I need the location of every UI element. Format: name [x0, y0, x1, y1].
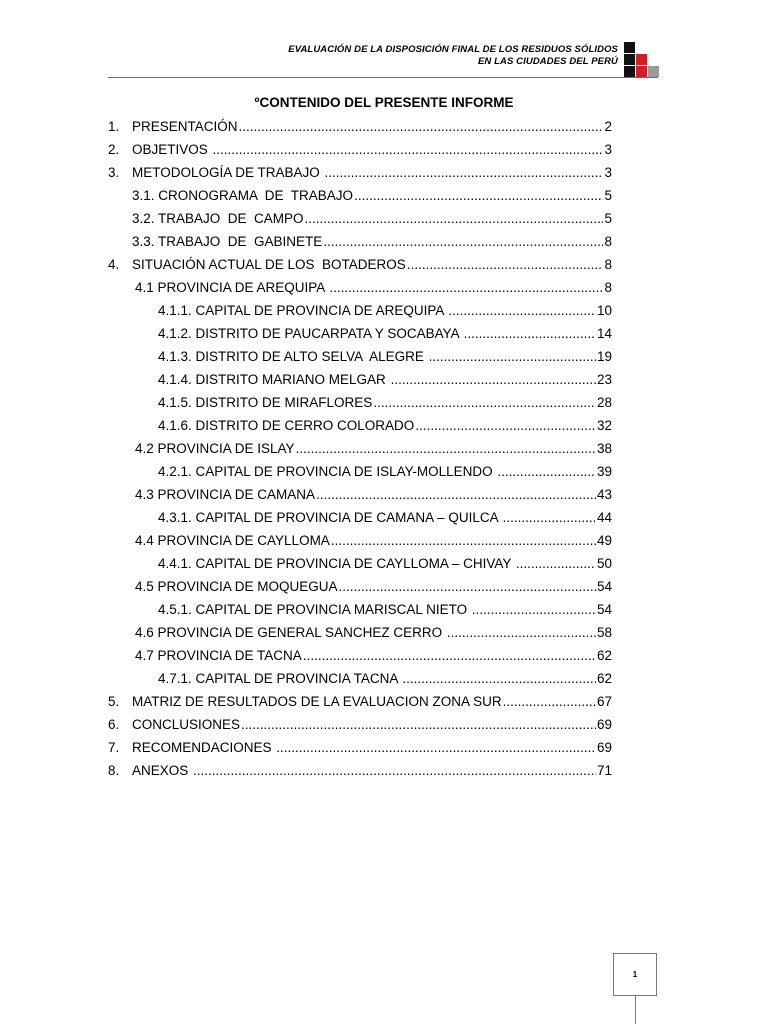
logo-square	[624, 66, 635, 77]
toc-entry	[108, 395, 612, 418]
toc-leader-dots	[329, 280, 603, 295]
toc-entry	[108, 510, 612, 533]
toc-entry-title: 3.2. TRABAJO DE CAMPO	[132, 211, 304, 226]
header-divider	[108, 77, 658, 78]
toc-entry	[108, 418, 612, 441]
toc-entry	[108, 602, 612, 625]
toc-leader-dots	[339, 579, 596, 594]
header-line-2: EN LAS CIUDADES DEL PERÚ	[478, 56, 618, 67]
toc-entry	[108, 211, 612, 234]
toc-leader-dots	[415, 418, 596, 433]
toc-entry	[108, 740, 612, 763]
toc-entry	[108, 464, 612, 487]
header-line-1: EVALUACIÓN DE LA DISPOSICIÓN FINAL DE LOS RESIDUOS SÓLIDOS	[288, 44, 618, 55]
toc-entry-page: 49	[596, 533, 612, 548]
toc-leader-dots	[503, 510, 596, 525]
toc-entry-page: 28	[596, 395, 612, 410]
toc-entry	[108, 303, 612, 326]
toc-entry-title: ANEXOS	[132, 763, 193, 778]
toc-leader-dots	[316, 487, 596, 502]
toc-entry	[108, 671, 612, 694]
toc-entry-page: 38	[596, 441, 612, 456]
toc-entry-title: 4.5 PROVINCIA DE MOQUEGUA	[135, 579, 338, 594]
toc-leader-dots	[323, 234, 603, 249]
toc-leader-dots	[516, 556, 596, 571]
logo-square	[636, 66, 647, 77]
toc-leader-dots	[331, 533, 596, 548]
toc-leader-dots	[472, 602, 596, 617]
toc-entry-page: 39	[596, 464, 612, 479]
toc-entry-page: 69	[596, 717, 612, 732]
toc-entry-page: 2	[604, 119, 612, 134]
logo-square	[636, 54, 647, 65]
toc-entry	[108, 372, 612, 395]
toc-entry-page: 5	[604, 188, 612, 203]
toc-entry	[108, 257, 612, 280]
toc-entry	[108, 763, 612, 786]
toc-entry-number: 3.	[108, 165, 120, 180]
toc-leader-dots	[448, 303, 596, 318]
toc-entry	[108, 717, 612, 740]
toc-leader-dots	[497, 464, 596, 479]
toc-leader-dots	[193, 763, 596, 778]
toc-entry-page: 62	[596, 671, 612, 686]
toc-entry-page: 44	[596, 510, 612, 525]
toc-entry-title: 4.7.1. CAPITAL DE PROVINCIA TACNA	[158, 671, 402, 686]
toc-leader-dots	[303, 648, 596, 663]
toc-entry-title: 4.1.6. DISTRITO DE CERRO COLORADO	[158, 418, 415, 433]
toc-entry-title: 4.4.1. CAPITAL DE PROVINCIA DE CAYLLOMA – CHIVAY	[158, 556, 515, 571]
toc-entry-title: SITUACIÓN ACTUAL DE LOS BOTADEROS	[132, 257, 406, 272]
running-header	[108, 44, 618, 68]
page-number-stem	[635, 996, 636, 1024]
toc-entry-title: 4.2 PROVINCIA DE ISLAY	[135, 441, 295, 456]
toc-entry	[108, 326, 612, 349]
toc-leader-dots	[464, 326, 596, 341]
toc-entry-title: 4.1 PROVINCIA DE AREQUIPA	[135, 280, 329, 295]
toc-entry-page: 32	[596, 418, 612, 433]
toc-entry-title: 4.2.1. CAPITAL DE PROVINCIA DE ISLAY-MOLLENDO	[158, 464, 497, 479]
toc-entry	[108, 556, 612, 579]
toc-entry-page: 69	[596, 740, 612, 755]
page-title: ºCONTENIDO DEL PRESENTE INFORME	[254, 95, 514, 110]
toc-entry-title: 4.5.1. CAPITAL DE PROVINCIA MARISCAL NIETO	[158, 602, 471, 617]
toc-entry-page: 54	[596, 579, 612, 594]
logo-square	[648, 66, 659, 77]
toc-entry	[108, 349, 612, 372]
toc-entry-title: RECOMENDACIONES	[132, 740, 276, 755]
logo-squares-icon	[624, 42, 660, 78]
toc-entry	[108, 533, 612, 556]
toc-entry-title: 4.1.1. CAPITAL DE PROVINCIA DE AREQUIPA	[158, 303, 448, 318]
toc-entry-title: METODOLOGÍA DE TRABAJO	[132, 165, 324, 180]
toc-entry	[108, 142, 612, 165]
toc-leader-dots	[241, 717, 596, 732]
toc-entry	[108, 234, 612, 257]
toc-entry-title: 4.1.4. DISTRITO MARIANO MELGAR	[158, 372, 390, 387]
toc-leader-dots	[239, 119, 604, 134]
toc-leader-dots	[305, 211, 604, 226]
toc-entry-title: OBJETIVOS	[132, 142, 212, 157]
toc-entry-page: 3	[604, 142, 612, 157]
toc-entry	[108, 119, 612, 142]
toc-leader-dots	[407, 257, 604, 272]
toc-entry-number: 1.	[108, 119, 120, 134]
toc-entry-number: 5.	[108, 694, 120, 709]
toc-entry-title: 4.1.5. DISTRITO DE MIRAFLORES	[158, 395, 373, 410]
toc-leader-dots	[296, 441, 596, 456]
page-number: 1	[632, 970, 638, 979]
toc-entry	[108, 694, 612, 717]
toc-entry-title: 4.1.2. DISTRITO DE PAUCARPATA Y SOCABAYA	[158, 326, 463, 341]
toc-entry	[108, 280, 612, 303]
toc-entry-page: 8	[604, 280, 612, 295]
toc-leader-dots	[325, 165, 604, 180]
toc-entry-page: 10	[596, 303, 612, 318]
toc-entry-number: 8.	[108, 763, 120, 778]
toc-entry-number: 7.	[108, 740, 120, 755]
toc-entry-page: 8	[604, 234, 612, 249]
toc-entry-page: 58	[596, 625, 612, 640]
toc-entry	[108, 165, 612, 188]
toc-entry	[108, 579, 612, 602]
table-of-contents	[108, 119, 612, 786]
toc-entry-number: 6.	[108, 717, 120, 732]
toc-entry-page: 43	[596, 487, 612, 502]
toc-entry-page: 14	[596, 326, 612, 341]
toc-entry-title: 4.4 PROVINCIA DE CAYLLOMA	[135, 533, 330, 548]
toc-entry-page: 3	[604, 165, 612, 180]
toc-leader-dots	[276, 740, 596, 755]
toc-entry-page: 19	[596, 349, 612, 364]
toc-entry-title: 4.6 PROVINCIA DE GENERAL SANCHEZ CERRO	[135, 625, 446, 640]
toc-leader-dots	[402, 671, 596, 686]
toc-entry-title: PRESENTACIÓN	[132, 119, 238, 134]
toc-entry-title: 4.3.1. CAPITAL DE PROVINCIA DE CAMANA – QUILCA	[158, 510, 502, 525]
toc-entry-page: 8	[604, 257, 612, 272]
toc-entry-title: 4.1.3. DISTRITO DE ALTO SELVA ALEGRE	[158, 349, 428, 364]
logo-square	[624, 54, 635, 65]
toc-entry-page: 67	[596, 694, 612, 709]
toc-leader-dots	[429, 349, 596, 364]
toc-entry-title: 3.3. TRABAJO DE GABINETE	[132, 234, 323, 249]
page-number-box	[613, 953, 657, 996]
toc-leader-dots	[391, 372, 596, 387]
logo-square	[624, 42, 635, 53]
toc-entry-page: 71	[596, 763, 612, 778]
toc-entry-title: MATRIZ DE RESULTADOS DE LA EVALUACION ZONA SUR	[132, 694, 502, 709]
toc-leader-dots	[503, 694, 596, 709]
toc-entry-number: 2.	[108, 142, 120, 157]
toc-leader-dots	[447, 625, 596, 640]
toc-entry-title: 4.7 PROVINCIA DE TACNA	[135, 648, 302, 663]
toc-entry	[108, 648, 612, 671]
toc-entry-page: 50	[596, 556, 612, 571]
toc-entry-page: 5	[604, 211, 612, 226]
toc-entry	[108, 625, 612, 648]
toc-entry	[108, 487, 612, 510]
toc-entry-title: 4.3 PROVINCIA DE CAMANA	[135, 487, 316, 502]
toc-entry	[108, 188, 612, 211]
toc-entry-title: 3.1. CRONOGRAMA DE TRABAJO	[132, 188, 354, 203]
toc-leader-dots	[373, 395, 596, 410]
toc-entry-title: CONCLUSIONES	[132, 717, 241, 732]
toc-leader-dots	[354, 188, 603, 203]
toc-entry	[108, 441, 612, 464]
toc-entry-page: 62	[596, 648, 612, 663]
toc-entry-page: 23	[596, 372, 612, 387]
toc-entry-number: 4.	[108, 257, 120, 272]
toc-leader-dots	[213, 142, 604, 157]
toc-entry-page: 54	[596, 602, 612, 617]
